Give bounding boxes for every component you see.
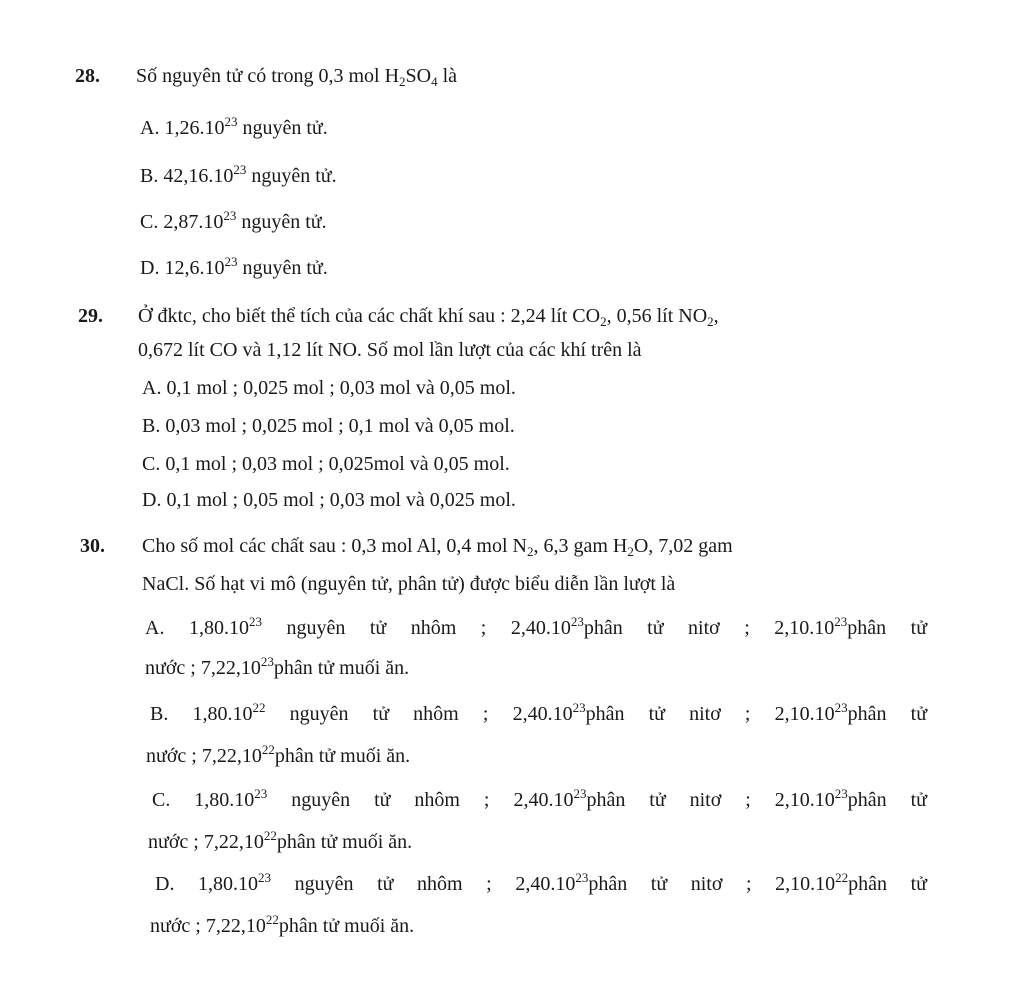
option-d: D. 1,80.10$^{23}$ nguyên tử nhôm ; 2,40.10$^{23}$phân tử nitơ ; 2,10.10$^{22}$phân tử <box>155 870 927 895</box>
question-stem-line-2: NaCl. Số hạt vi mô (nguyên tử, phân tử) được biểu diễn lần lượt là <box>142 573 676 595</box>
option-d: D. 12,6.10$^{23}$ nguyên tử. <box>140 254 328 279</box>
option-a: A. 1,80.10$^{23}$ nguyên tử nhôm ; 2,40.10$^{23}$phân tử nitơ ; 2,10.10$^{23}$phân tử <box>145 614 928 639</box>
option-c: C. 2,87.10$^{23}$ nguyên tử. <box>140 208 327 233</box>
option-b: B. 0,03 mol ; 0,025 mol ; 0,1 mol và 0,05 mol. <box>142 415 515 437</box>
option-c-line-2: nước ; 7,22,10$^{22}$phân tử muối ăn. <box>148 828 413 853</box>
option-a-line-2: nước ; 7,22,10$^{23}$phân tử muối ăn. <box>145 654 410 679</box>
question-number: 30. <box>80 535 105 557</box>
question-number: 29. <box>78 305 103 327</box>
option-c: C. 0,1 mol ; 0,03 mol ; 0,025mol và 0,05 mol. <box>142 453 510 475</box>
option-c: C. 1,80.10$^{23}$ nguyên tử nhôm ; 2,40.10$^{23}$phân tử nitơ ; 2,10.10$^{23}$phân tử <box>152 786 928 811</box>
question-stem-line-2: 0,672 lít CO và 1,12 lít NO. Số mol lần lượt của các khí trên là <box>138 339 642 361</box>
question-stem-line-1: Cho số mol các chất sau : 0,3 mol Al, 0,4 mol $N_2$, 6,3 gam $H_2O$, 7,02 gam <box>142 535 733 559</box>
question-stem-line-1: Ở đktc, cho biết thể tích của các chất khí sau : 2,24 lít $CO_2$, 0,56 lít $NO_2$, <box>138 305 719 329</box>
option-b: B. 42,16.10$^{23}$ nguyên tử. <box>140 162 337 187</box>
option-a: A. 1,26.10$^{23}$ nguyên tử. <box>140 114 328 139</box>
option-d-line-2: nước ; 7,22,10$^{22}$phân tử muối ăn. <box>150 912 415 937</box>
question-number: 28. <box>75 65 100 87</box>
option-b: B. 1,80.10$^{22}$ nguyên tử nhôm ; 2,40.10$^{23}$phân tử nitơ ; 2,10.10$^{23}$phân tử <box>150 700 928 725</box>
option-d: D. 0,1 mol ; 0,05 mol ; 0,03 mol và 0,025 mol. <box>142 489 516 511</box>
option-b-line-2: nước ; 7,22,10$^{22}$phân tử muối ăn. <box>146 742 411 767</box>
option-a: A. 0,1 mol ; 0,025 mol ; 0,03 mol và 0,05 mol. <box>142 377 516 399</box>
question-stem: Số nguyên tử có trong 0,3 mol $H_2SO_4$ là <box>136 65 458 89</box>
